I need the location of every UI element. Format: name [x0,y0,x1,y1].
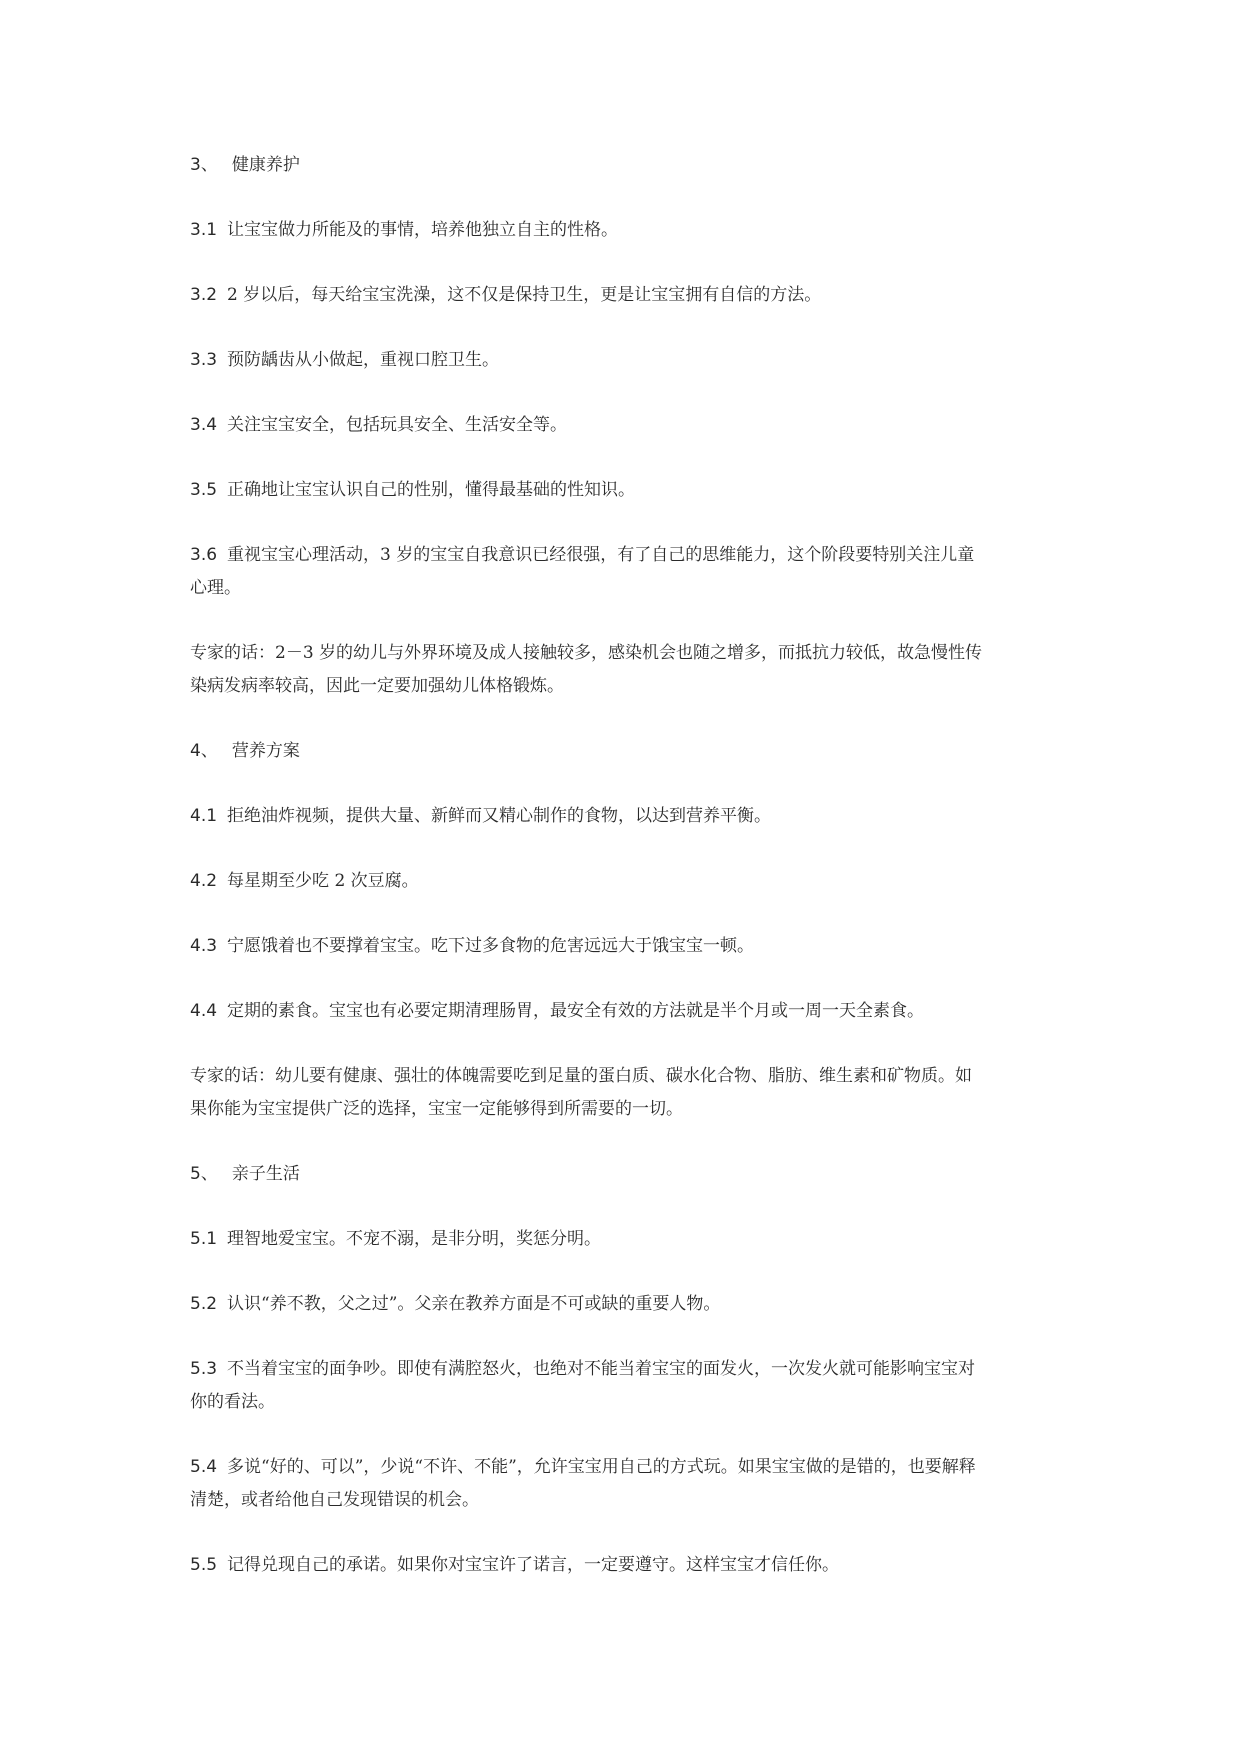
list-item-4-3 [190,936,754,956]
item-number: 5.4 [190,1457,218,1477]
item-text-line1: 不当着宝宝的面争吵。即使有满腔怒火，也绝对不能当着宝宝的面发火，一次发火就可能影响宝宝对 [227,1359,976,1379]
item-number: 3.1 [190,220,218,240]
item-number: 4.4 [190,1001,218,1021]
item-text: 正确地让宝宝认识自己的性别，懂得最基础的性知识。 [227,480,636,500]
list-item-3-3 [190,350,499,370]
section-number: 3、 [190,155,218,175]
section-title: 亲子生活 [231,1164,300,1184]
list-item-3-5 [190,480,635,500]
expert-note-4-continuation [190,1099,683,1119]
list-item-3-6-continuation [190,578,241,598]
item-number: 4.1 [190,806,218,826]
item-text: 2 岁以后，每天给宝宝洗澡，这不仅是保持卫生，更是让宝宝拥有自信的方法。 [227,285,822,305]
item-text: 定期的素食。宝宝也有必要定期清理肠胃，最安全有效的方法就是半个月或一周一天全素食。 [227,1001,925,1021]
list-item-3-6 [190,545,974,565]
item-number: 5.5 [190,1555,218,1575]
item-number: 3.3 [190,350,218,370]
item-number: 3.5 [190,480,218,500]
expert-note-3 [190,643,982,663]
list-item-5-2 [190,1294,720,1314]
item-text-line2: 清楚，或者给他自己发现错误的机会。 [190,1490,479,1510]
item-text-line2: 你的看法。 [190,1392,275,1412]
list-item-5-1 [190,1229,601,1249]
list-item-5-4-continuation [190,1490,479,1510]
item-number: 5.3 [190,1359,218,1379]
item-text: 让宝宝做力所能及的事情，培养他独立自主的性格。 [227,220,619,240]
item-text: 拒绝油炸视频，提供大量、新鲜而又精心制作的食物，以达到营养平衡。 [227,806,772,826]
list-item-3-4 [190,415,567,435]
expert-note-3-continuation [190,676,564,696]
list-item-5-5 [190,1555,839,1575]
section-heading-4 [190,741,300,761]
expert-note-4 [190,1066,972,1086]
item-text: 认识“养不教，父之过”。父亲在教养方面是不可或缺的重要人物。 [227,1294,721,1314]
section-heading-3 [190,155,300,175]
section-number: 4、 [190,741,218,761]
section-heading-5 [190,1164,300,1184]
list-item-5-3-continuation [190,1392,275,1412]
item-text-line2: 心理。 [190,578,241,598]
item-number: 3.6 [190,545,218,565]
list-item-3-2 [190,285,821,305]
section-number: 5、 [190,1164,218,1184]
item-number: 5.2 [190,1294,218,1314]
list-item-5-3 [190,1359,975,1379]
item-text-line1: 多说“好的、可以”，少说“不许、不能”，允许宝宝用自己的方式玩。如果宝宝做的是错的，也要解释 [227,1457,976,1477]
list-item-4-2 [190,871,419,891]
list-item-4-1 [190,806,771,826]
expert-note-line2: 染病发病率较高，因此一定要加强幼儿体格锻炼。 [190,676,564,696]
expert-note-line1: 专家的话：幼儿要有健康、强壮的体魄需要吃到足量的蛋白质、碳水化合物、脂肪、维生素和矿物质。如 [190,1066,972,1086]
item-text: 关注宝宝安全，包括玩具安全、生活安全等。 [227,415,568,435]
section-title: 健康养护 [231,155,300,175]
item-number: 4.2 [190,871,218,891]
expert-note-line1: 专家的话：2－3 岁的幼儿与外界环境及成人接触较多，感染机会也随之增多，而抵抗力较低，故急慢性传 [190,643,983,663]
list-item-3-1 [190,220,618,240]
expert-note-line2: 果你能为宝宝提供广泛的选择，宝宝一定能够得到所需要的一切。 [190,1099,683,1119]
list-item-5-4 [190,1457,976,1477]
item-text: 宁愿饿着也不要撑着宝宝。吃下过多食物的危害远远大于饿宝宝一顿。 [227,936,755,956]
item-number: 3.2 [190,285,218,305]
item-text-line1: 重视宝宝心理活动，3 岁的宝宝自我意识已经很强，有了自己的思维能力，这个阶段要特别关注儿童 [227,545,975,565]
item-text: 记得兑现自己的承诺。如果你对宝宝许了诺言，一定要遵守。这样宝宝才信任你。 [227,1555,840,1575]
item-number: 5.1 [190,1229,218,1249]
item-text: 理智地爱宝宝。不宠不溺，是非分明，奖惩分明。 [227,1229,602,1249]
item-number: 3.4 [190,415,218,435]
list-item-4-4 [190,1001,924,1021]
item-number: 4.3 [190,936,218,956]
item-text: 预防龋齿从小做起，重视口腔卫生。 [227,350,500,370]
item-text: 每星期至少吃 2 次豆腐。 [227,871,419,891]
section-title: 营养方案 [231,741,300,761]
